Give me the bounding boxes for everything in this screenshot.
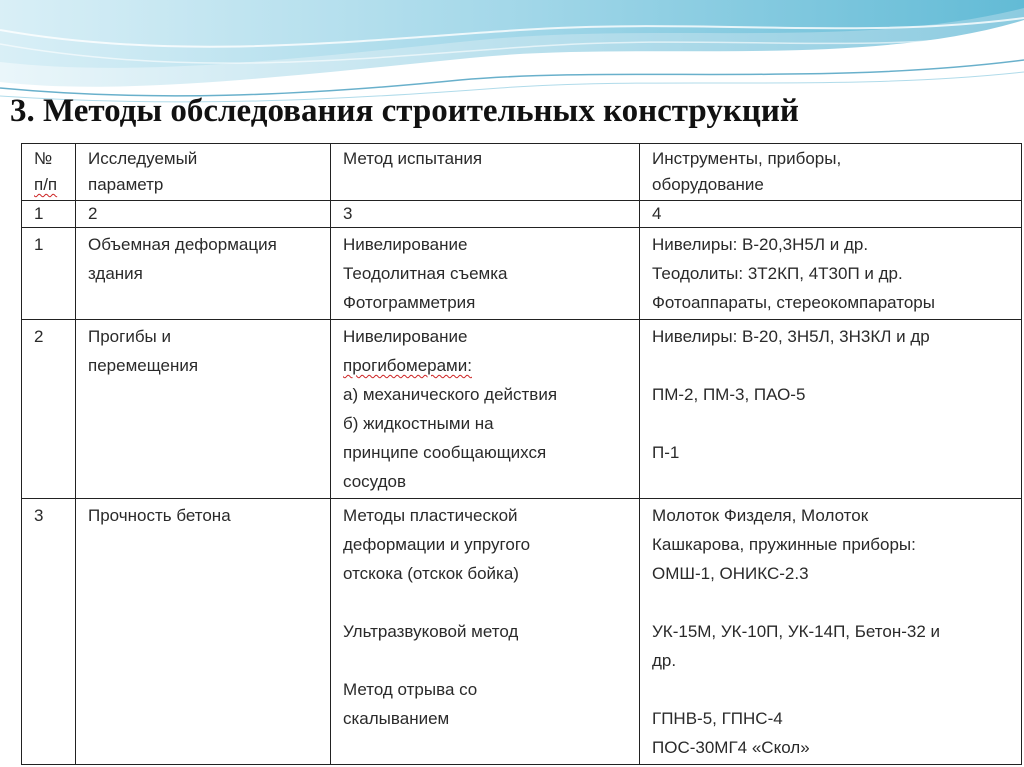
row-param-cell — [76, 320, 331, 499]
method-line: Метод отрыва со — [343, 680, 478, 699]
row-param-cell — [76, 499, 331, 765]
param-line: Объемная деформация — [88, 235, 277, 254]
method-line: Фотограмметрия — [343, 293, 476, 312]
header-tools-line: оборудование — [652, 175, 764, 194]
param-line: Прочность бетона — [88, 506, 231, 525]
row-param-cell — [76, 228, 331, 320]
param-line: перемещения — [88, 356, 199, 375]
line-spacer — [343, 588, 633, 617]
method-line: отскока (отскок бойка) — [343, 564, 519, 583]
row-num-cell: 1 — [22, 228, 76, 320]
header-tools-line: Инструменты, приборы, — [652, 149, 842, 168]
method-line: прогибомерами: — [343, 356, 472, 375]
table-row — [22, 499, 1022, 765]
param-line: здания — [88, 264, 143, 283]
column-number-cell: 1 — [22, 201, 76, 228]
column-number-cell: 4 — [640, 201, 1022, 228]
method-line: скалыванием — [343, 709, 450, 728]
tools-line: ОМШ-1, ОНИКС-2.3 — [652, 564, 809, 583]
table-row — [22, 320, 1022, 499]
row-num-cell: 3 — [22, 499, 76, 765]
method-line: Нивелирование — [343, 327, 468, 346]
header-num-line: № — [34, 149, 53, 168]
column-number-row — [22, 201, 1022, 228]
column-number-cell: 3 — [331, 201, 640, 228]
method-line: Нивелирование — [343, 235, 468, 254]
methods-table — [21, 143, 1022, 765]
header-num-line: п/п — [34, 175, 58, 194]
row-tools-cell — [640, 320, 1022, 499]
row-tools-cell — [640, 228, 1022, 320]
method-line: принципе сообщающихся — [343, 443, 547, 462]
tools-line: Теодолиты: 3Т2КП, 4Т30П и др. — [652, 264, 903, 283]
method-line: деформации и упругого — [343, 535, 531, 554]
header-row — [22, 144, 1022, 201]
line-spacer — [652, 588, 1015, 617]
tools-line: ПОС-30МГ4 «Скол» — [652, 738, 810, 757]
tools-line: УК-15М, УК-10П, УК-14П, Бетон-32 и — [652, 622, 941, 641]
row-method-cell — [331, 499, 640, 765]
table-row — [22, 228, 1022, 320]
column-number-cell: 2 — [76, 201, 331, 228]
method-line: б) жидкостными на — [343, 414, 494, 433]
tools-line: Кашкарова, пружинные приборы: — [652, 535, 916, 554]
line-spacer — [652, 409, 1015, 438]
tools-line: П-1 — [652, 443, 680, 462]
header-param-line: Исследуемый — [88, 149, 198, 168]
header-param-line: параметр — [88, 175, 164, 194]
tools-line: Фотоаппараты, стереокомпараторы — [652, 293, 935, 312]
row-tools-cell — [640, 499, 1022, 765]
tools-line: Молоток Физделя, Молоток — [652, 506, 869, 525]
row-method-cell — [331, 228, 640, 320]
line-spacer — [652, 675, 1015, 704]
tools-line: Нивелиры: В-20, 3Н5Л, 3Н3КЛ и др — [652, 327, 930, 346]
method-line: а) механического действия — [343, 385, 558, 404]
header-param-cell — [76, 144, 331, 201]
tools-line: др. — [652, 651, 677, 670]
tools-line: ПМ-2, ПМ-3, ПАО-5 — [652, 385, 806, 404]
tools-line: ГПНВ-5, ГПНС-4 — [652, 709, 783, 728]
line-spacer — [652, 351, 1015, 380]
row-method-cell — [331, 320, 640, 499]
method-line: Ультразвуковой метод — [343, 622, 519, 641]
method-line: Методы пластической — [343, 506, 518, 525]
slide-title: 3. Методы обследования строительных конструкций — [10, 93, 799, 129]
method-line: сосудов — [343, 472, 406, 491]
header-num-cell — [22, 144, 76, 201]
param-line: Прогибы и — [88, 327, 171, 346]
header-method-line: Метод испытания — [343, 149, 483, 168]
header-method-cell — [331, 144, 640, 201]
header-tools-cell — [640, 144, 1022, 201]
row-num-cell: 2 — [22, 320, 76, 499]
method-line: Теодолитная съемка — [343, 264, 508, 283]
line-spacer — [343, 646, 633, 675]
tools-line: Нивелиры: В-20,3Н5Л и др. — [652, 235, 869, 254]
